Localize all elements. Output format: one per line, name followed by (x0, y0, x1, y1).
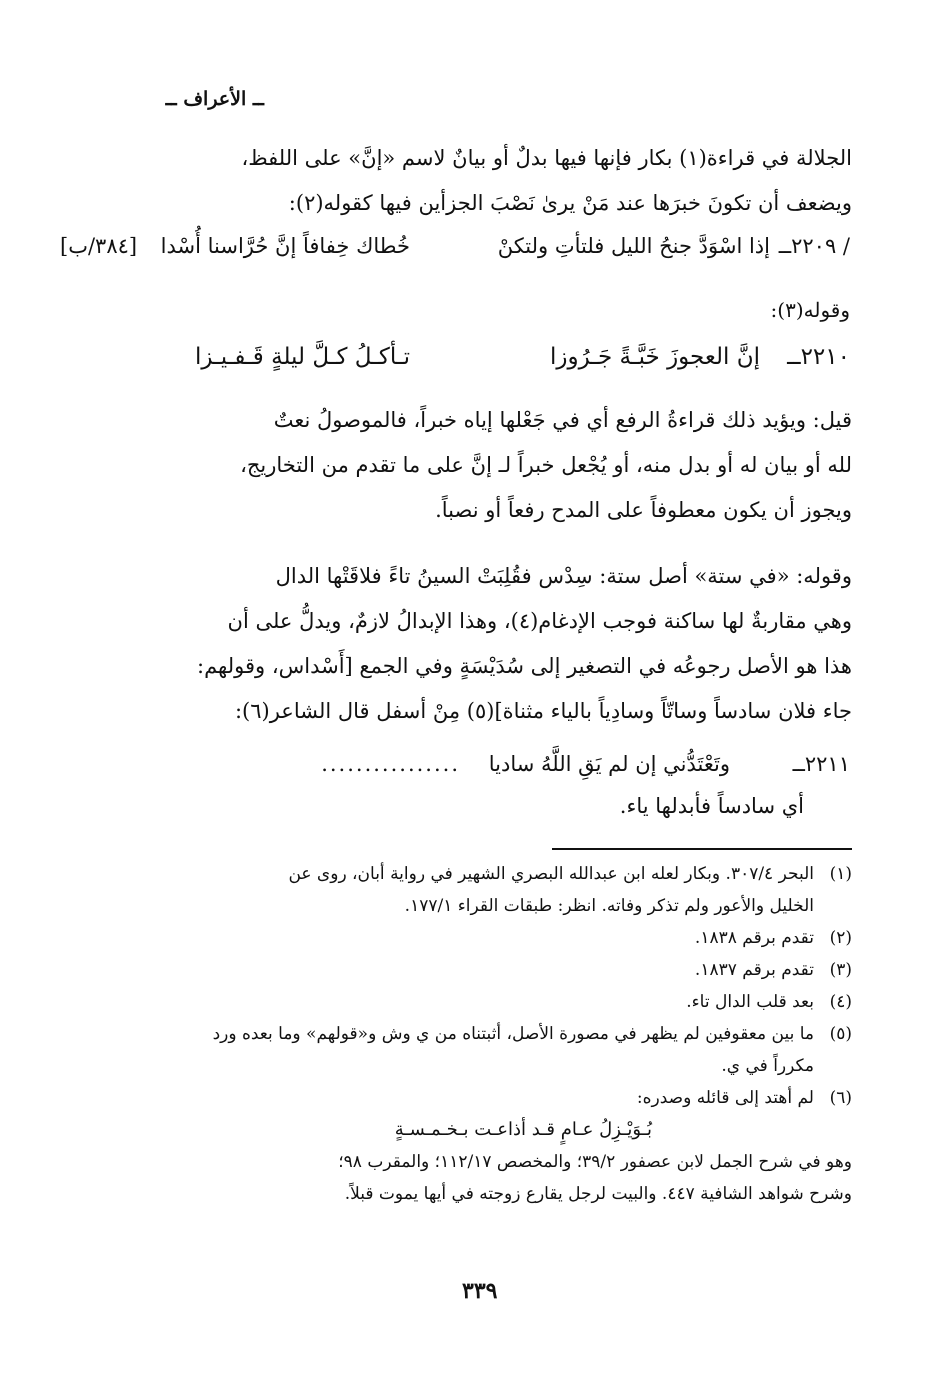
footnote-separator (552, 848, 852, 850)
footnote-5 (152, 1018, 852, 1050)
verse-2210 (150, 344, 850, 384)
text-line: ويضعف أن تكونَ خبرَها عند مَنْ يرىٰ نَصْبَ الجزأين فيها كقوله(٢): (288, 191, 852, 215)
verse-number: ٢٢١٠ــ (787, 344, 850, 370)
manuscript-reference: [٣٨٤/ب] (60, 234, 138, 258)
footnote-3 (152, 954, 852, 986)
footnote-text: بعد قلب الدال تاء. (686, 992, 814, 1012)
text-line: جاء فلان سادساً وساتّاً وسادِياً بالياء مثناة](٥) مِنْ أسفل قال الشاعر(٦): (234, 699, 852, 723)
footnote-text: ما بين معقوفين لم يظهر في مصورة الأصل، أثبتناه من ي وش و«قولهم» وما بعده ورد (212, 1024, 814, 1044)
text-line: لله أو بيان له أو بدل منه، أو يُجْعل خبراً لـ إنَّ على ما تقدم من التخاريج، (240, 453, 852, 477)
paragraph-2 (152, 398, 852, 533)
verse-first-hemistich: إنَّ العجوزَ خَبَّـةً جَـرُوزا (549, 344, 760, 370)
text-line: ويجوز أن يكون معطوفاً على المدح رفعاً أو نصباً. (435, 498, 852, 522)
after-verse-text: أي سادساً فأبدلها ياء. (619, 794, 804, 818)
running-header: ــ الأعراف ــ (165, 88, 264, 110)
footnote-text: البحر ٣٠٧/٤. وبكار لعله ابن عبدالله البصري الشهير في رواية أبان، روى عن (288, 864, 814, 884)
verse-intro: وقوله(٣): (770, 298, 850, 322)
verse-first-hemistich: إذا اسْوَدَّ جنحُ الليل فلتأتِ ولتكنْ (497, 234, 770, 258)
text-line: الجلالة في قراءة(١) بكار فإنها فيها بدلٌ أو بيانٌ لاسم «إنَّ» على اللفظ، (241, 146, 852, 170)
footnote-number: (٤) (829, 992, 852, 1012)
footnote-4 (152, 986, 852, 1018)
footnote-1-cont: الخليل والأعور ولم تذكر وفاته. انظر: طبقات القراء ١٧٧/١. (404, 896, 814, 916)
footnote-text: لم أهتد إلى قائله وصدره: (636, 1088, 814, 1108)
text-line: قيل: ويؤيد ذلك قراءةُ الرفع أي في جَعْلها إياه خبراً، فالموصولُ نعتٌ (273, 408, 852, 432)
footnote-number: (٣) (829, 960, 852, 980)
footnote-text: تقدم برقم ١٨٣٧. (694, 960, 814, 980)
footnote-6-cont: وشرح شواهد الشافية ٤٤٧. والبيت لرجل يقارع زوجته في أيها يموت قبلاً. (344, 1184, 852, 1204)
footnote-text: تقدم برقم ١٨٣٨. (694, 928, 814, 948)
footnote-number: (١) (829, 864, 852, 884)
footnote-5-cont: مكرراً في ي. (721, 1056, 814, 1076)
paragraph-3 (152, 554, 852, 734)
text-line: هذا هو الأصل رجوعُه في التصغير إلى سُدَيْسَةٍ وفي الجمع [أَسْداس، وقولهم: (197, 654, 852, 678)
footnote-number: (٥) (829, 1024, 852, 1044)
footnote-6-cont: وهو في شرح الجمل لابن عصفور ٣٩/٢؛ والمخصص ١١٢/١٧؛ والمقرب ٩٨؛ (338, 1152, 852, 1172)
footnote-6 (152, 1082, 852, 1114)
text-line: وهي مقاربةٌ لها ساكنة فوجب الإدغام(٤)، وهذا الإبدالُ لازمٌ، ويدلُّ على أن (227, 609, 852, 633)
footnote-number: (٢) (829, 928, 852, 948)
text-line: وقوله: «في ستة» أصل ستة: سِدْس فقُلِبَتْ السينُ تاءً فلاقَتْها الدال (275, 564, 852, 588)
verse-ellipsis: ................ (321, 752, 460, 776)
page-number: ٣٣٩ (462, 1278, 498, 1304)
verse-2209 (60, 234, 850, 274)
footnote-2 (152, 922, 852, 954)
footnotes (152, 858, 852, 1210)
verse-second-hemistich: تـأكـلُ كـلَّ ليلةٍ قَـفـيـزا (194, 344, 410, 370)
top-paragraph (152, 136, 852, 226)
footnote-6-verse: بُـوَيْـزِلُ عـامٍ قـد أذاعـت بـخـمـسـةٍ (394, 1119, 652, 1140)
verse-number: / ٢٢٠٩ــ (778, 234, 850, 258)
verse-2211 (150, 752, 850, 792)
verse-first-hemistich: وتَعْتَدُّني إن لم يَقِ اللَّهُ ساديا (488, 752, 730, 776)
footnote-1 (152, 858, 852, 890)
verse-second-hemistich: خُطاك خِفافاً إنَّ حُرَّاسنا أُسْدا (160, 234, 410, 258)
verse-number: ٢٢١١ــ (792, 752, 850, 776)
footnote-number: (٦) (829, 1088, 852, 1108)
